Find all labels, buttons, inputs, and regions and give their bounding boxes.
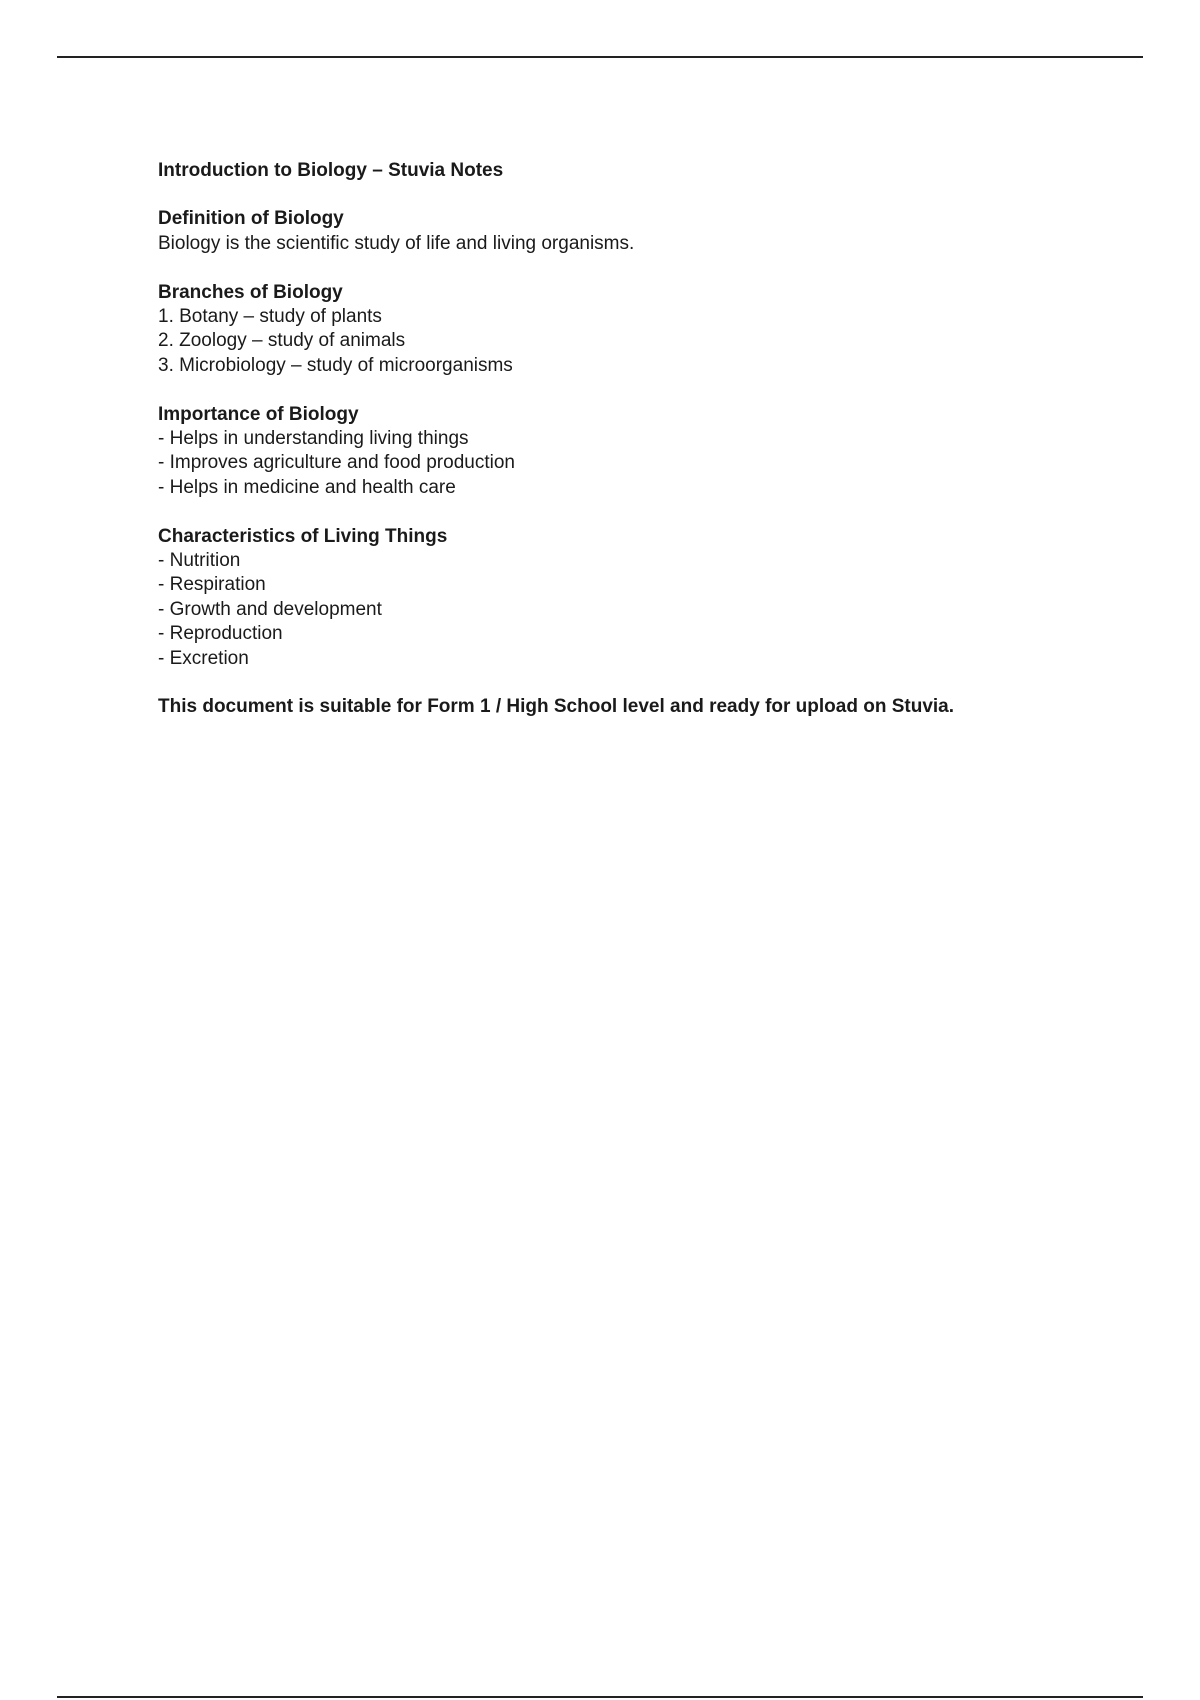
header-rule	[57, 56, 1143, 58]
section-heading: Importance of Biology	[158, 403, 359, 425]
list-item: - Nutrition	[158, 550, 241, 572]
document-body	[158, 159, 1058, 720]
list-item: - Growth and development	[158, 598, 382, 620]
section-importance	[158, 403, 1058, 501]
list-item: 3. Microbiology – study of microorganisms	[158, 354, 513, 376]
list-item: - Respiration	[158, 574, 266, 596]
section-heading: Branches of Biology	[158, 281, 343, 303]
list-item: - Helps in understanding living things	[158, 428, 469, 450]
section-heading: Characteristics of Living Things	[158, 525, 448, 547]
list-item: - Reproduction	[158, 623, 283, 645]
list-item: - Excretion	[158, 647, 249, 669]
list-item: 2. Zoology – study of animals	[158, 330, 406, 352]
footer-rule	[57, 1696, 1143, 1698]
section-characteristics	[158, 525, 1058, 671]
list-item: - Helps in medicine and health care	[158, 476, 456, 498]
section-line: Biology is the scientific study of life and living organisms.	[158, 232, 635, 254]
section-heading: Definition of Biology	[158, 208, 344, 230]
footer-note: This document is suitable for Form 1 / High School level and ready for upload on Stuvia.	[158, 696, 955, 718]
section-definition	[158, 207, 1058, 256]
list-item: 1. Botany – study of plants	[158, 306, 382, 328]
list-item: - Improves agriculture and food production	[158, 452, 515, 474]
section-branches	[158, 281, 1058, 379]
document-title: Introduction to Biology – Stuvia Notes	[158, 160, 504, 181]
